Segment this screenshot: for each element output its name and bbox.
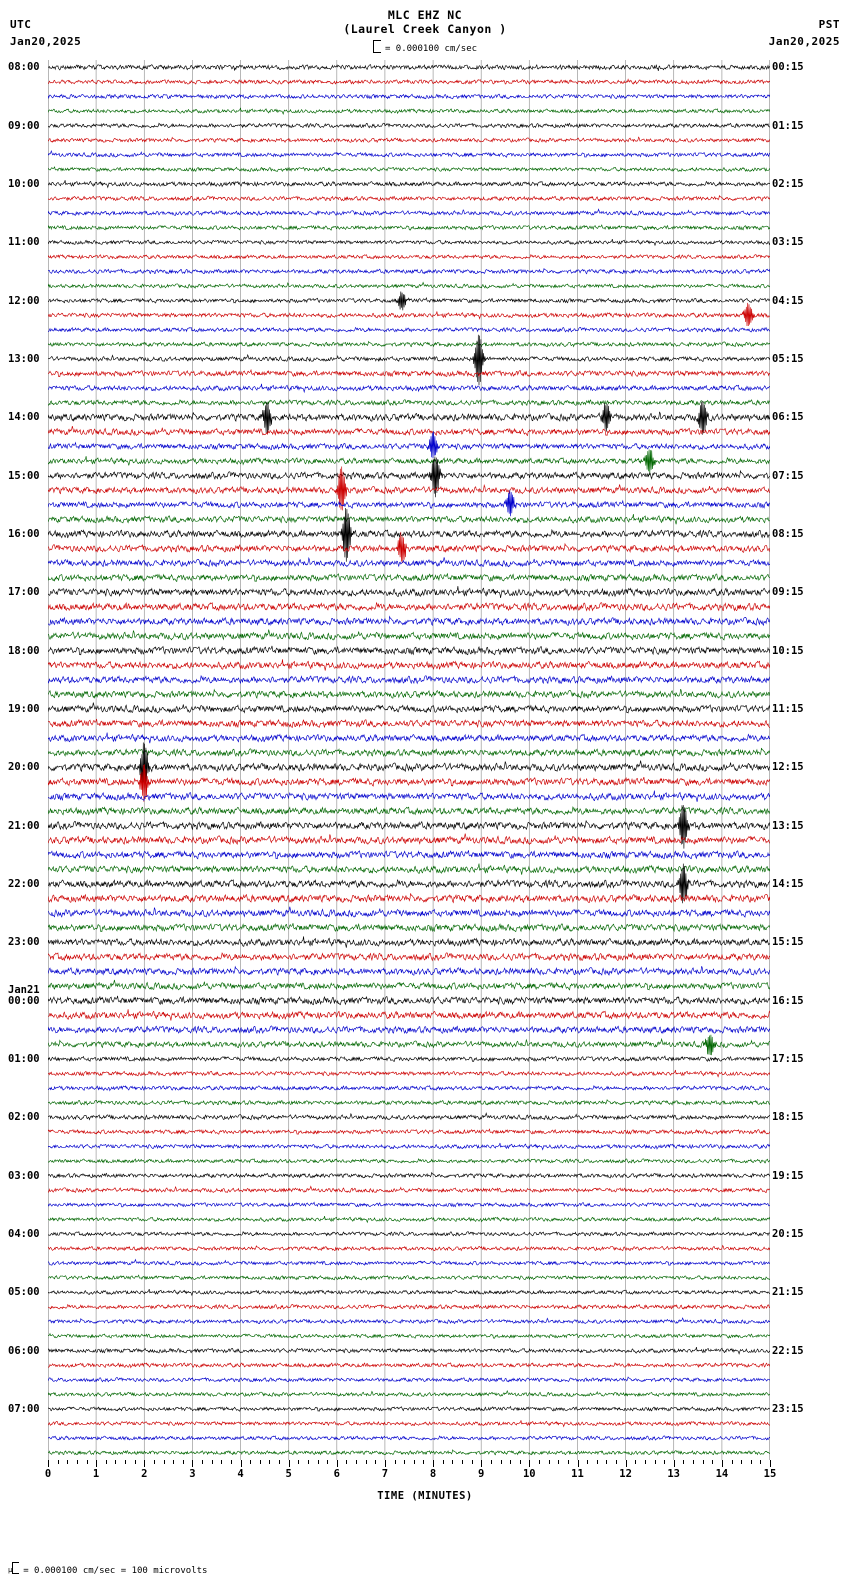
x-tick-label: 2 <box>141 1468 148 1480</box>
left-time-label: 05:00 <box>8 1286 40 1299</box>
x-tick-major <box>385 1460 386 1467</box>
left-time-label: 00:00 <box>8 994 40 1007</box>
left-time-label: 14:00 <box>8 411 40 424</box>
x-tick-minor <box>558 1460 559 1464</box>
right-date-label: Jan20,2025 <box>768 35 840 48</box>
x-tick-label: 14 <box>715 1468 729 1480</box>
x-tick-minor <box>501 1460 502 1464</box>
right-time-label: 08:15 <box>772 528 804 540</box>
x-tick-minor <box>125 1460 126 1464</box>
right-time-label: 19:15 <box>772 1169 804 1182</box>
x-tick-major <box>96 1460 97 1467</box>
right-time-label: 06:15 <box>772 411 804 424</box>
x-tick-minor <box>279 1460 280 1464</box>
x-tick-minor <box>346 1460 347 1464</box>
x-tick-minor <box>58 1460 59 1464</box>
x-tick-minor <box>549 1460 550 1464</box>
scale-reference-text: = 0.000100 cm/sec <box>384 44 478 54</box>
x-tick-minor <box>712 1460 713 1464</box>
x-tick-minor <box>318 1460 319 1464</box>
x-tick-minor <box>452 1460 453 1464</box>
left-time-label: 08:00 <box>8 61 40 74</box>
right-time-label: 01:15 <box>772 119 804 132</box>
x-tick-minor <box>106 1460 107 1464</box>
right-time-label: 23:15 <box>772 1403 804 1415</box>
x-tick-minor <box>443 1460 444 1464</box>
x-tick-minor <box>231 1460 232 1464</box>
x-tick-label: 1 <box>92 1468 100 1480</box>
right-time-label: 18:15 <box>772 1111 804 1124</box>
right-time-axis <box>772 60 850 1460</box>
left-time-label: 23:00 <box>8 936 40 949</box>
x-tick-major <box>144 1460 145 1467</box>
x-tick-minor <box>250 1460 251 1464</box>
x-tick-minor <box>491 1460 492 1464</box>
right-time-label: 14:15 <box>772 878 804 890</box>
right-time-label: 17:15 <box>772 1053 804 1065</box>
left-time-label: 02:00 <box>8 1111 40 1124</box>
x-tick-minor <box>741 1460 742 1464</box>
left-date-label: Jan20,2025 <box>10 35 82 48</box>
micro-symbol: μ <box>8 1566 13 1574</box>
chart-header <box>0 0 850 56</box>
x-tick-minor <box>587 1460 588 1464</box>
x-tick-minor <box>212 1460 213 1464</box>
x-tick-label: 5 <box>285 1468 292 1480</box>
x-tick-major <box>770 1460 771 1467</box>
x-tick-label: 6 <box>333 1468 340 1480</box>
right-time-label: 00:15 <box>772 61 804 74</box>
footer-scale-bar-icon <box>12 1562 19 1574</box>
seismogram-plot <box>48 60 770 1460</box>
x-tick-minor <box>202 1460 203 1464</box>
x-tick-minor <box>423 1460 424 1464</box>
x-tick-minor <box>616 1460 617 1464</box>
x-tick-minor <box>568 1460 569 1464</box>
x-tick-label: 9 <box>478 1468 485 1480</box>
left-time-label: 21:00 <box>8 819 40 832</box>
right-time-label: 15:15 <box>772 936 804 949</box>
x-tick-label: 13 <box>667 1468 681 1480</box>
x-tick-minor <box>597 1460 598 1464</box>
x-tick-minor <box>703 1460 704 1464</box>
x-tick-minor <box>366 1460 367 1464</box>
x-tick-minor <box>732 1460 733 1464</box>
right-time-label: 12:15 <box>772 761 804 774</box>
x-tick-major <box>337 1460 338 1467</box>
x-tick-minor <box>135 1460 136 1464</box>
x-tick-major <box>578 1460 579 1467</box>
x-tick-major <box>241 1460 242 1467</box>
x-tick-minor <box>683 1460 684 1464</box>
x-tick-minor <box>414 1460 415 1464</box>
x-tick-minor <box>655 1460 656 1464</box>
left-timezone-label: UTC <box>10 18 32 31</box>
x-tick-minor <box>375 1460 376 1464</box>
x-axis-ticks <box>44 1460 777 1488</box>
x-tick-label: 4 <box>237 1468 244 1480</box>
x-tick-major <box>722 1460 723 1467</box>
right-time-label: 02:15 <box>772 178 804 190</box>
x-tick-minor <box>635 1460 636 1464</box>
x-tick-minor <box>221 1460 222 1464</box>
x-tick-minor <box>664 1460 665 1464</box>
left-time-label: Jan21 <box>8 984 40 997</box>
footer-scale-note <box>8 1562 207 1576</box>
right-timezone-label: PST <box>818 18 840 31</box>
x-tick-minor <box>77 1460 78 1464</box>
right-time-label: 22:15 <box>772 1344 804 1357</box>
right-time-label: 21:15 <box>772 1286 804 1299</box>
x-tick-major <box>48 1460 49 1467</box>
scale-reference <box>0 40 850 54</box>
left-time-label: 19:00 <box>8 703 40 715</box>
right-time-label: 20:15 <box>772 1228 804 1240</box>
left-time-label: 04:00 <box>8 1228 40 1240</box>
x-tick-major <box>192 1460 193 1467</box>
x-tick-label: 11 <box>571 1468 584 1480</box>
x-tick-label: 15 <box>763 1468 777 1480</box>
x-tick-minor <box>327 1460 328 1464</box>
x-tick-minor <box>308 1460 309 1464</box>
x-tick-minor <box>539 1460 540 1464</box>
scale-bar-icon <box>373 40 381 53</box>
x-tick-major <box>433 1460 434 1467</box>
left-time-label: 18:00 <box>8 644 40 657</box>
left-time-label: 03:00 <box>8 1169 40 1182</box>
x-tick-minor <box>472 1460 473 1464</box>
left-time-label: 16:00 <box>8 528 40 540</box>
left-time-label: 17:00 <box>8 586 40 599</box>
x-tick-minor <box>645 1460 646 1464</box>
right-time-label: 05:15 <box>772 353 804 365</box>
station-location: (Laurel Creek Canyon ) <box>343 22 507 36</box>
x-tick-label: 10 <box>522 1468 536 1480</box>
x-tick-minor <box>298 1460 299 1464</box>
x-tick-minor <box>510 1460 511 1464</box>
left-time-label: 09:00 <box>8 119 40 132</box>
left-time-label: 22:00 <box>8 878 40 890</box>
x-tick-label: 3 <box>189 1468 196 1480</box>
x-tick-minor <box>260 1460 261 1464</box>
right-time-label: 03:15 <box>772 236 804 249</box>
page-title: MLC EHZ NC <box>387 8 463 22</box>
x-tick-label: 12 <box>619 1468 632 1480</box>
x-tick-label: 8 <box>429 1468 437 1480</box>
x-tick-minor <box>115 1460 116 1464</box>
x-tick-label: 7 <box>381 1468 389 1480</box>
left-time-label: 20:00 <box>8 761 40 774</box>
right-time-label: 10:15 <box>772 644 804 657</box>
x-tick-minor <box>462 1460 463 1464</box>
right-time-label: 13:15 <box>772 819 804 832</box>
left-time-label: 07:00 <box>8 1403 40 1415</box>
right-time-label: 09:15 <box>772 586 804 599</box>
x-tick-minor <box>693 1460 694 1464</box>
right-time-label: 11:15 <box>772 703 804 715</box>
x-tick-major <box>529 1460 530 1467</box>
x-tick-minor <box>760 1460 761 1464</box>
left-time-label: 11:00 <box>8 236 40 249</box>
x-tick-minor <box>356 1460 357 1464</box>
x-axis-title: TIME (MINUTES) <box>377 1490 473 1502</box>
x-tick-minor <box>173 1460 174 1464</box>
x-tick-minor <box>395 1460 396 1464</box>
left-time-label: 10:00 <box>8 178 40 190</box>
left-time-axis <box>0 60 46 1460</box>
x-tick-minor <box>164 1460 165 1464</box>
left-time-label: 12:00 <box>8 294 40 307</box>
x-tick-minor <box>154 1460 155 1464</box>
x-tick-minor <box>404 1460 405 1464</box>
x-tick-major <box>674 1460 675 1467</box>
left-time-label: 06:00 <box>8 1344 40 1357</box>
x-tick-minor <box>520 1460 521 1464</box>
x-tick-minor <box>87 1460 88 1464</box>
x-tick-major <box>626 1460 627 1467</box>
footer-scale-text: = 0.000100 cm/sec = 100 microvolts <box>23 1566 208 1576</box>
x-tick-minor <box>269 1460 270 1464</box>
left-time-label: 01:00 <box>8 1053 40 1065</box>
left-time-label: 13:00 <box>8 353 40 365</box>
right-time-label: 16:15 <box>772 994 804 1007</box>
x-tick-minor <box>67 1460 68 1464</box>
x-tick-minor <box>183 1460 184 1464</box>
x-tick-label: 0 <box>44 1468 52 1480</box>
right-time-label: 04:15 <box>772 294 804 307</box>
x-tick-minor <box>606 1460 607 1464</box>
right-time-label: 07:15 <box>772 469 804 482</box>
x-tick-minor <box>751 1460 752 1464</box>
x-tick-major <box>289 1460 290 1467</box>
x-tick-major <box>481 1460 482 1467</box>
left-time-label: 15:00 <box>8 469 40 482</box>
